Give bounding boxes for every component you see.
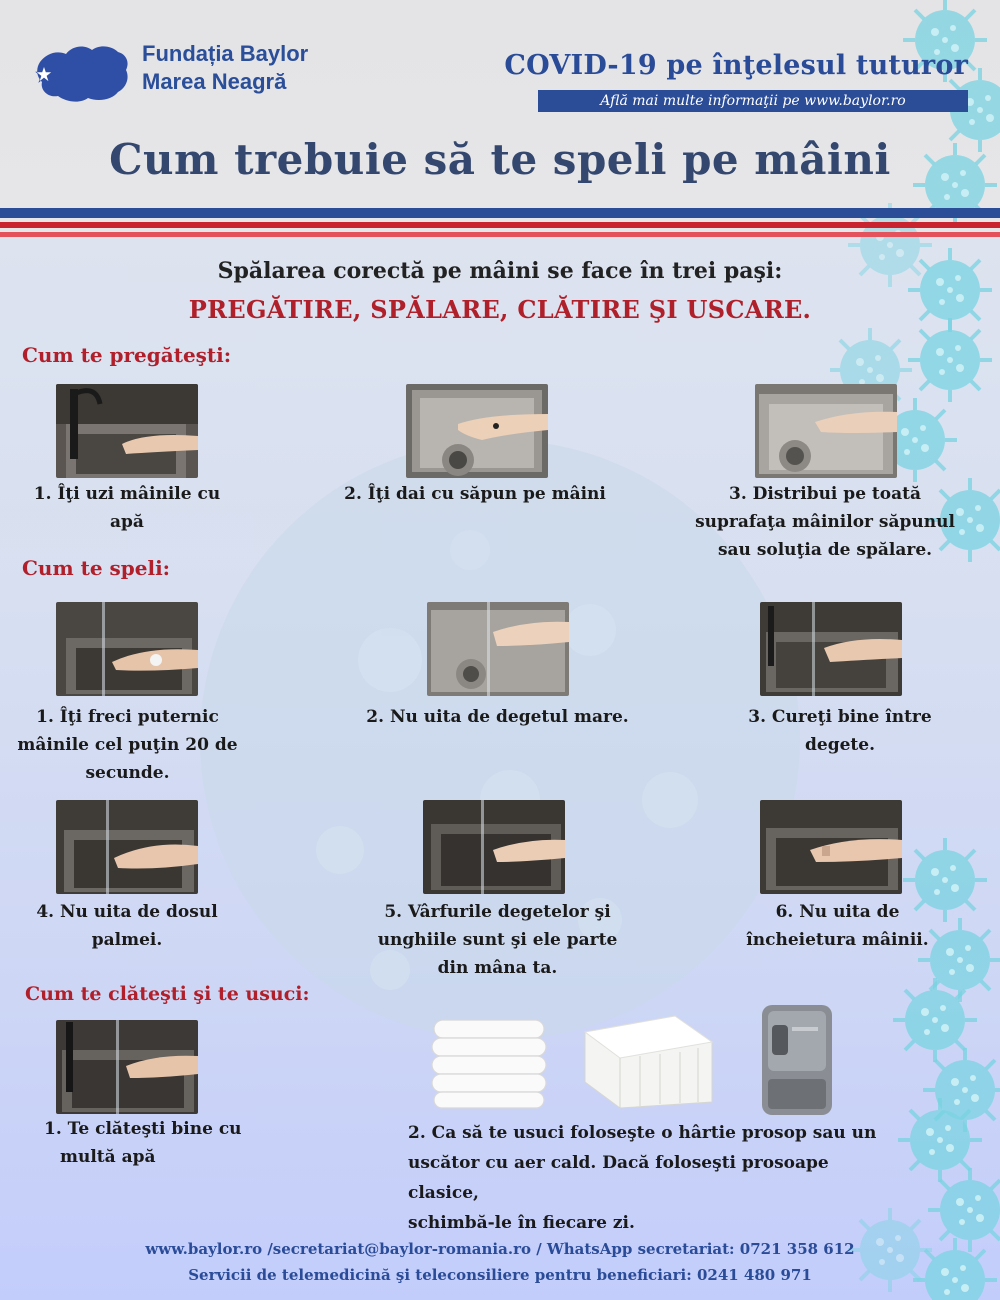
covid-subtitle-link[interactable]: Află mai multe informaţii pe www.baylor.ro [538,90,968,112]
caption-line: 3. Distribui pe toată [728,484,922,504]
towels-image [428,1012,550,1112]
caption-line: unghiile sunt şi ele parte [377,930,618,950]
paper-towels-image [580,1012,715,1112]
photo-between-fingers [760,602,902,696]
caption-line: 2. Nu uita de degetul mare. [366,707,629,727]
footer-contact-line[interactable]: www.baylor.ro /secretariat@baylor-romania.ro / WhatsApp secretariat: 0721 358 612 [145,1240,855,1258]
photo-fingertips [423,800,565,894]
section-heading-wash: Cum te speli: [22,556,171,580]
header-stripe-red-2 [0,232,1000,237]
header-stripe-blue [0,208,1000,218]
header-stripe-red [0,222,1000,228]
covid-title: COVID-19 pe înţelesul tuturor [504,50,968,81]
prepare-step-1-caption [22,480,232,536]
photo-back-of-hand [56,800,198,894]
prepare-step-2-caption [335,480,615,508]
intro-line: Spălarea corectă pe mâini se face în trei paşi: [217,258,783,284]
hand-dryer-image [758,1003,838,1118]
footer-telemedicine-line: Servicii de telemedicină şi teleconsiliere pentru beneficiari: 0241 480 971 [188,1266,812,1284]
caption-line: uscător cu aer cald. Dacă foloseşti prosoape clasice, [408,1153,829,1203]
caption-line: 2. Îţi dai cu săpun pe mâini [344,484,606,504]
intro-steps-highlight: PREGĂTIRE, SPĂLARE, CLĂTIRE ŞI USCARE. [188,295,812,324]
photo-wet-hands [56,384,198,478]
caption-line: 1. Îţi freci puternic [36,707,219,727]
caption-line: 1. Îţi uzi mâinile cu [33,484,221,504]
caption-line: 5. Vârfurile degetelor şi [384,902,611,922]
photo-rub-hands [56,602,198,696]
wash-step-6-caption [725,898,950,954]
photo-wrist [760,800,902,894]
caption-line: degete. [805,735,875,755]
rinse-step-2-caption [408,1118,878,1238]
wash-step-3-caption [725,703,955,759]
org-line-2: Marea Neagră [142,69,287,94]
caption-line: 3. Cureţi bine între [748,707,932,727]
caption-line: multă apă [60,1147,156,1167]
wash-step-1-caption [15,703,240,787]
photo-spread-soap [755,384,897,478]
section-heading-prepare: Cum te pregăteşti: [22,343,232,367]
black-sea-map-logo [32,40,132,104]
rinse-step-1-caption [22,1115,252,1171]
caption-line: apă [110,512,144,532]
prepare-step-3-caption [685,480,965,564]
caption-line: din mâna ta. [437,958,558,978]
org-line-1: Fundația Baylor [142,41,309,66]
caption-line: 6. Nu uita de [775,902,900,922]
photo-soap-on-hands [406,384,548,478]
caption-line: 1. Te clăteşti bine cu [44,1119,242,1139]
photo-thumb [427,602,569,696]
wash-step-5-caption [360,898,635,982]
caption-line: mâinile cel puţin 20 de [17,735,238,755]
wash-step-4-caption [22,898,232,954]
caption-line: schimbă-le în fiecare zi. [408,1213,635,1233]
wash-step-2-caption [355,703,640,731]
caption-line: suprafaţa mâinilor săpunul [695,512,955,532]
page-title: Cum trebuie să te speli pe mâini [109,135,891,184]
section-heading-rinse-dry: Cum te clăteşti şi te usuci: [25,983,310,1005]
caption-line: sau soluţia de spălare. [717,540,933,560]
caption-line: 4. Nu uita de dosul [36,902,218,922]
caption-line: 2. Ca să te usuci foloseşte o hârtie prosop sau un [408,1123,877,1143]
caption-line: încheietura mâinii. [746,930,929,950]
caption-line: palmei. [91,930,163,950]
caption-line: secunde. [85,763,170,783]
photo-rinse-hands [56,1020,198,1114]
organization-name [142,40,308,96]
